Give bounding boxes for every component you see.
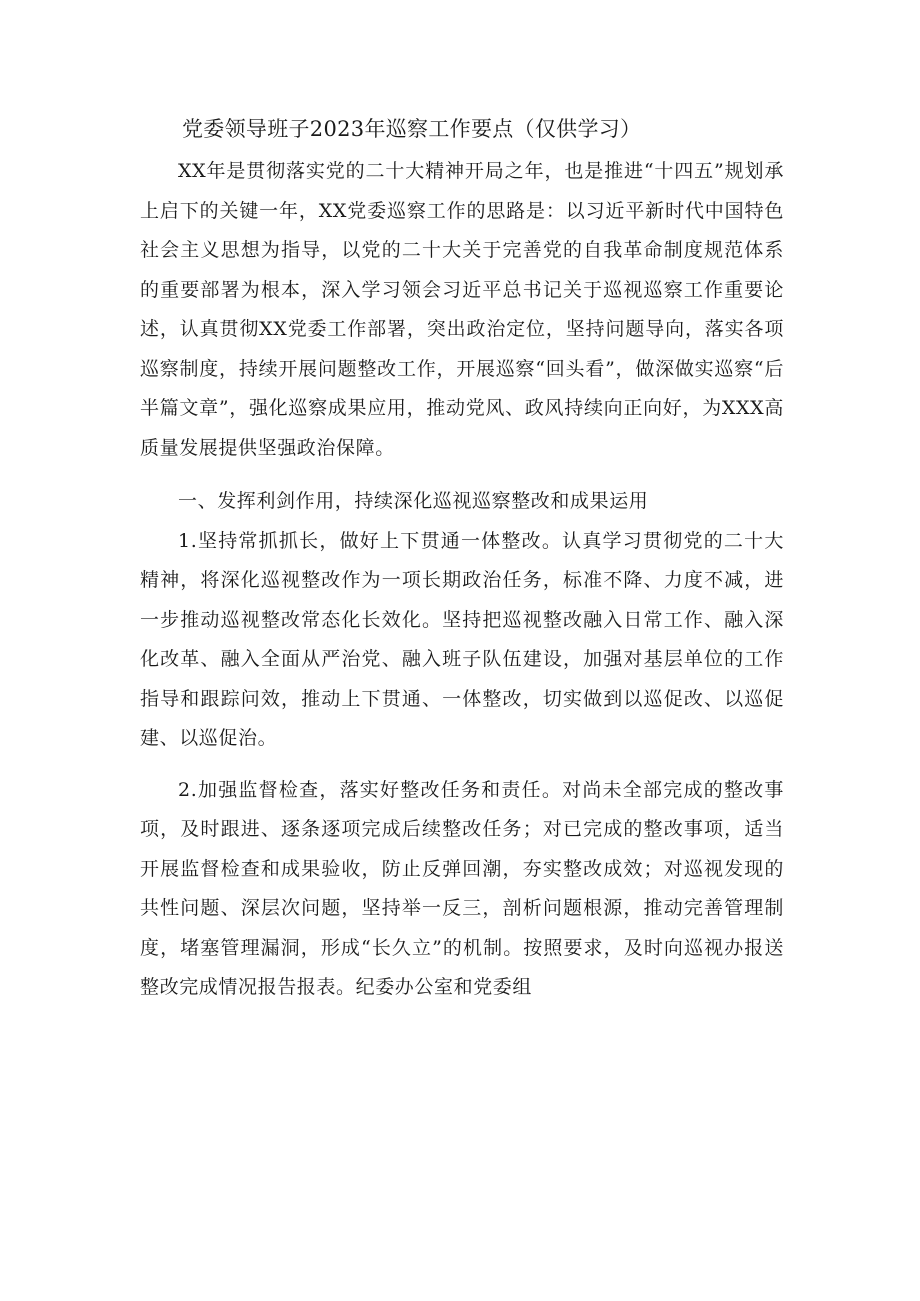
document-body [140, 152, 784, 1008]
section-heading-1: 一、发挥利剑作用，持续深化巡视巡察整改和成果运用 [178, 490, 649, 512]
document-title: 党委领导班子2023年巡察工作要点（仅供学习） [182, 117, 642, 141]
item-paragraph-2: 2.加强监督检查，落实好整改任务和责任。对尚未全部完成的整改事项，及时跟进、逐条逐项完成后续整改任务；对已完成的整改事项，适当开展监督检查和成果验收，防止反弹回潮，夯实整改成效；对巡视发现的共性问题、深层次问题，坚持举一反三，剖析问题根源，推动完善管理制度，堵塞管理漏洞，形成“长久立”的机制。按照要求，及时向巡视办报送整改完成情况报告报表。纪委办公室和党委组 [140, 778, 784, 998]
intro-paragraph: XX年是贯彻落实党的二十大精神开局之年，也是推进“十四五”规划承上启下的关键一年，XX党委巡察工作的思路是：以习近平新时代中国特色社会主义思想为指导，以党的二十大关于完善党的自我革命制度规范体系的重要部署为根本，深入学习领会习近平总书记关于巡视巡察工作重要论述，认真贯彻XX党委工作部署，突出政治定位，坚持问题导向，落实各项巡察制度，持续开展问题整改工作，开展巡察“回头看”，做深做实巡察“后半篇文章”，强化巡察成果应用，推动党风、政风持续向正向好，为XXX高质量发展提供坚强政治保障。 [140, 160, 784, 459]
item-paragraph-1: 1.坚持常抓抓长，做好上下贯通一体整改。认真学习贯彻党的二十大精神，将深化巡视整改作为一项长期政治任务，标准不降、力度不减，进一步推动巡视整改常态化长效化。坚持把巡视整改融入日常工作、融入深化改革、融入全面从严治党、融入班子队伍建设，加强对基层单位的工作指导和跟踪问效，推动上下贯通、一体整改，切实做到以巡促改、以巡促建、以巡促治。 [140, 529, 784, 749]
